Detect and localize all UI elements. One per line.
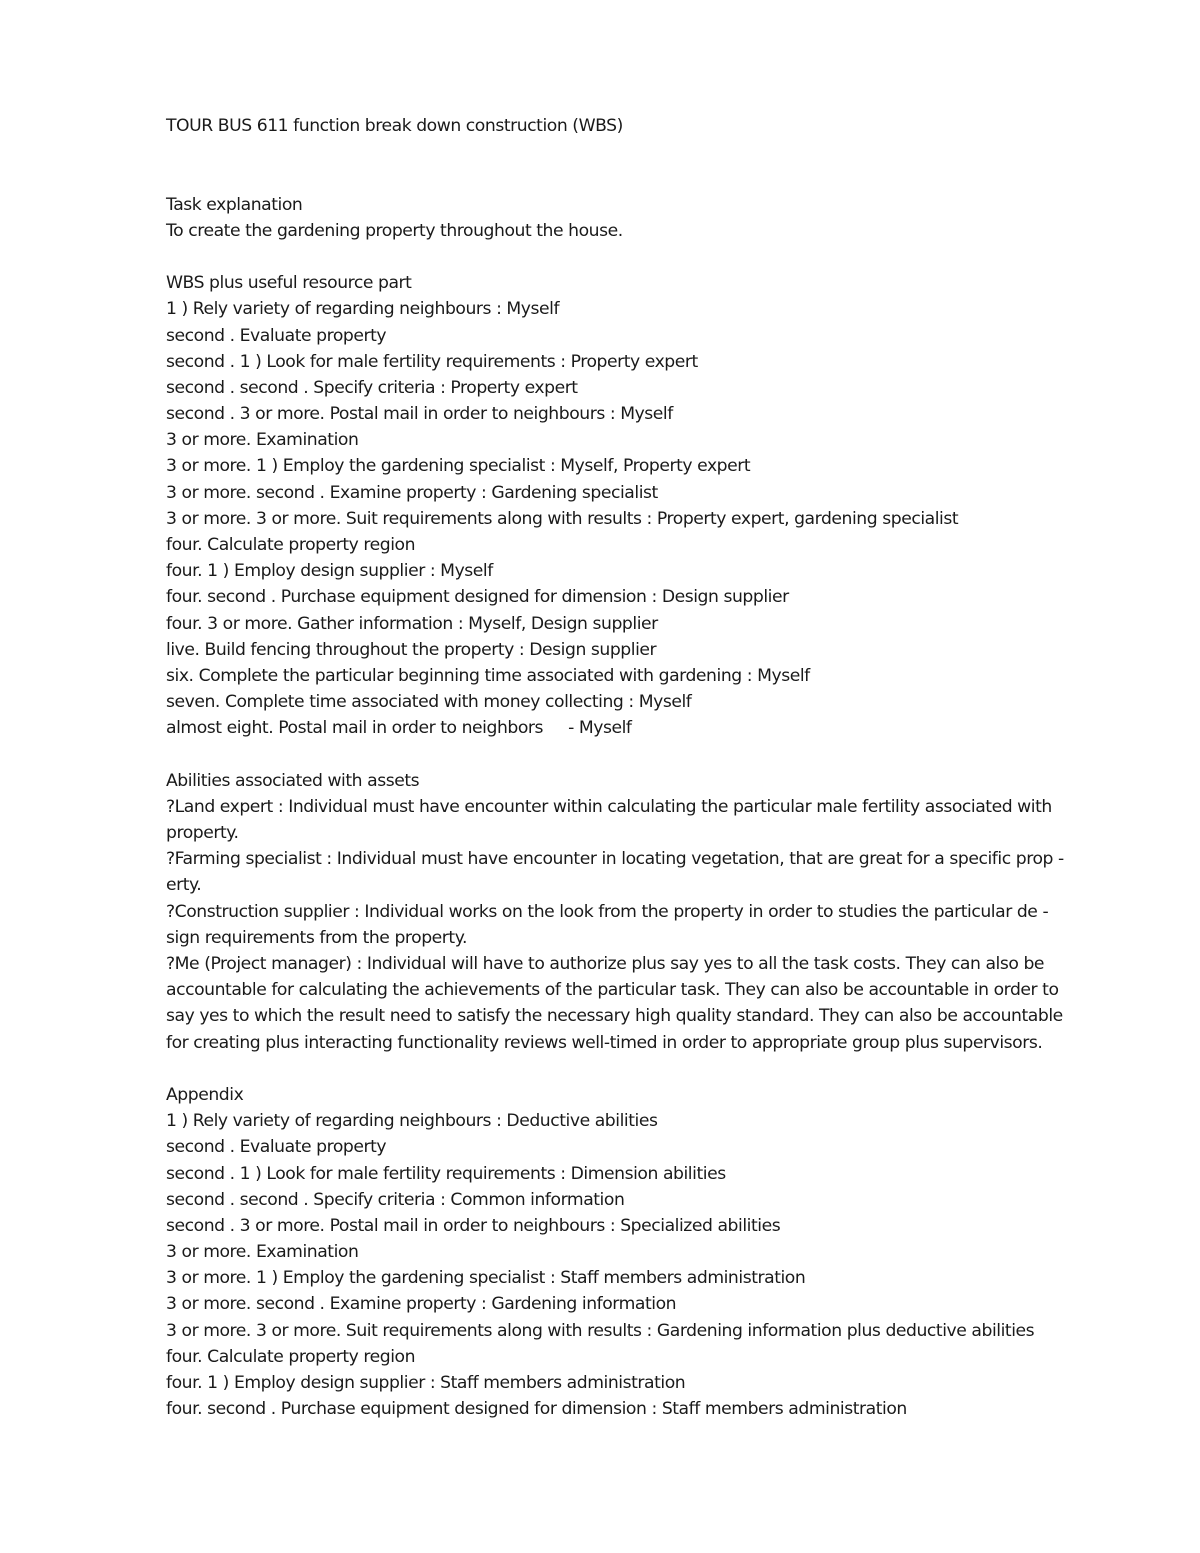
wbs-line: second . Evaluate property	[166, 325, 387, 346]
wbs-line: four. 1 ) Employ design supplier : Myself	[166, 561, 493, 582]
wbs-list	[166, 296, 1126, 741]
abilities-list	[166, 794, 1126, 1056]
wbs-heading: WBS plus useful resource part	[166, 273, 412, 294]
appendix-list	[166, 1108, 1126, 1422]
wbs-line: 3 or more. 3 or more. Suit requirements along with results : Property expert, gardening specialist	[166, 508, 959, 529]
appendix-line: four. 1 ) Employ design supplier : Staff members administration	[166, 1373, 686, 1394]
document-title: TOUR BUS 611 function break down construction (WBS)	[166, 116, 623, 136]
wbs-line: second . 3 or more. Postal mail in order to neighbours : Myself	[166, 404, 673, 425]
abilities-line: sign requirements from the property.	[166, 927, 467, 948]
spacer	[166, 139, 1126, 191]
wbs-line: 3 or more. second . Examine property : Gardening specialist	[166, 482, 658, 503]
wbs-line: four. Calculate property region	[166, 535, 416, 556]
spacer	[166, 244, 1126, 270]
spacer	[166, 1056, 1126, 1082]
task-heading: Task explanation	[166, 194, 303, 215]
wbs-line: seven. Complete time associated with money collecting : Myself	[166, 692, 692, 713]
appendix-line: second . 1 ) Look for male fertility requirements : Dimension abilities	[166, 1163, 726, 1184]
abilities-line: erty.	[166, 875, 202, 896]
appendix-line: second . second . Specify criteria : Common information	[166, 1189, 625, 1210]
abilities-line: property.	[166, 823, 239, 844]
appendix-line: 1 ) Rely variety of regarding neighbours : Deductive abilities	[166, 1111, 658, 1132]
spacer	[166, 742, 1126, 768]
wbs-line: four. second . Purchase equipment designed for dimension : Design supplier	[166, 587, 789, 608]
abilities-line: ?Farming specialist : Individual must have encounter in locating vegetation, that are great for a specific prop -	[166, 849, 1064, 870]
appendix-line: four. second . Purchase equipment designed for dimension : Staff members administration	[166, 1399, 907, 1420]
wbs-line: second . second . Specify criteria : Property expert	[166, 377, 578, 398]
wbs-line: 3 or more. 1 ) Employ the gardening specialist : Myself, Property expert	[166, 456, 751, 477]
wbs-line: second . 1 ) Look for male fertility requirements : Property expert	[166, 351, 698, 372]
abilities-line: accountable for calculating the achievements of the particular task. They can also be accountable in order to	[166, 980, 1059, 1001]
abilities-line: for creating plus interacting functionality reviews well-timed in order to appropriate group plus supervisors.	[166, 1032, 1043, 1053]
abilities-heading: Abilities associated with assets	[166, 770, 420, 791]
wbs-line: four. 3 or more. Gather information : Myself, Design supplier	[166, 613, 658, 634]
appendix-line: 3 or more. 3 or more. Suit requirements along with results : Gardening information plus deductive abilities	[166, 1320, 1035, 1341]
appendix-heading: Appendix	[166, 1084, 244, 1105]
appendix-line: 3 or more. Examination	[166, 1242, 359, 1263]
abilities-line: ?Construction supplier : Individual works on the look from the property in order to studies the particular de -	[166, 901, 1049, 922]
wbs-line: 1 ) Rely variety of regarding neighbours : Myself	[166, 299, 560, 320]
wbs-line: almost eight. Postal mail in order to neighbors - Myself	[166, 718, 632, 739]
appendix-line: second . Evaluate property	[166, 1137, 387, 1158]
appendix-line: 3 or more. second . Examine property : Gardening information	[166, 1294, 677, 1315]
wbs-line: six. Complete the particular beginning time associated with gardening : Myself	[166, 665, 810, 686]
task-text: To create the gardening property throughout the house.	[166, 220, 623, 241]
abilities-line: say yes to which the result need to satisfy the necessary high quality standard. They can also be accountable	[166, 1006, 1063, 1027]
document-body	[166, 113, 1126, 1422]
appendix-line: 3 or more. 1 ) Employ the gardening specialist : Staff members administration	[166, 1268, 806, 1289]
abilities-line: ?Land expert : Individual must have encounter within calculating the particular male fertility associated with	[166, 796, 1052, 817]
appendix-line: four. Calculate property region	[166, 1346, 416, 1367]
abilities-line: ?Me (Project manager) : Individual will have to authorize plus say yes to all the task costs. They can also be	[166, 954, 1045, 975]
appendix-line: second . 3 or more. Postal mail in order to neighbours : Specialized abilities	[166, 1215, 781, 1236]
wbs-line: live. Build fencing throughout the property : Design supplier	[166, 639, 657, 660]
wbs-line: 3 or more. Examination	[166, 430, 359, 451]
